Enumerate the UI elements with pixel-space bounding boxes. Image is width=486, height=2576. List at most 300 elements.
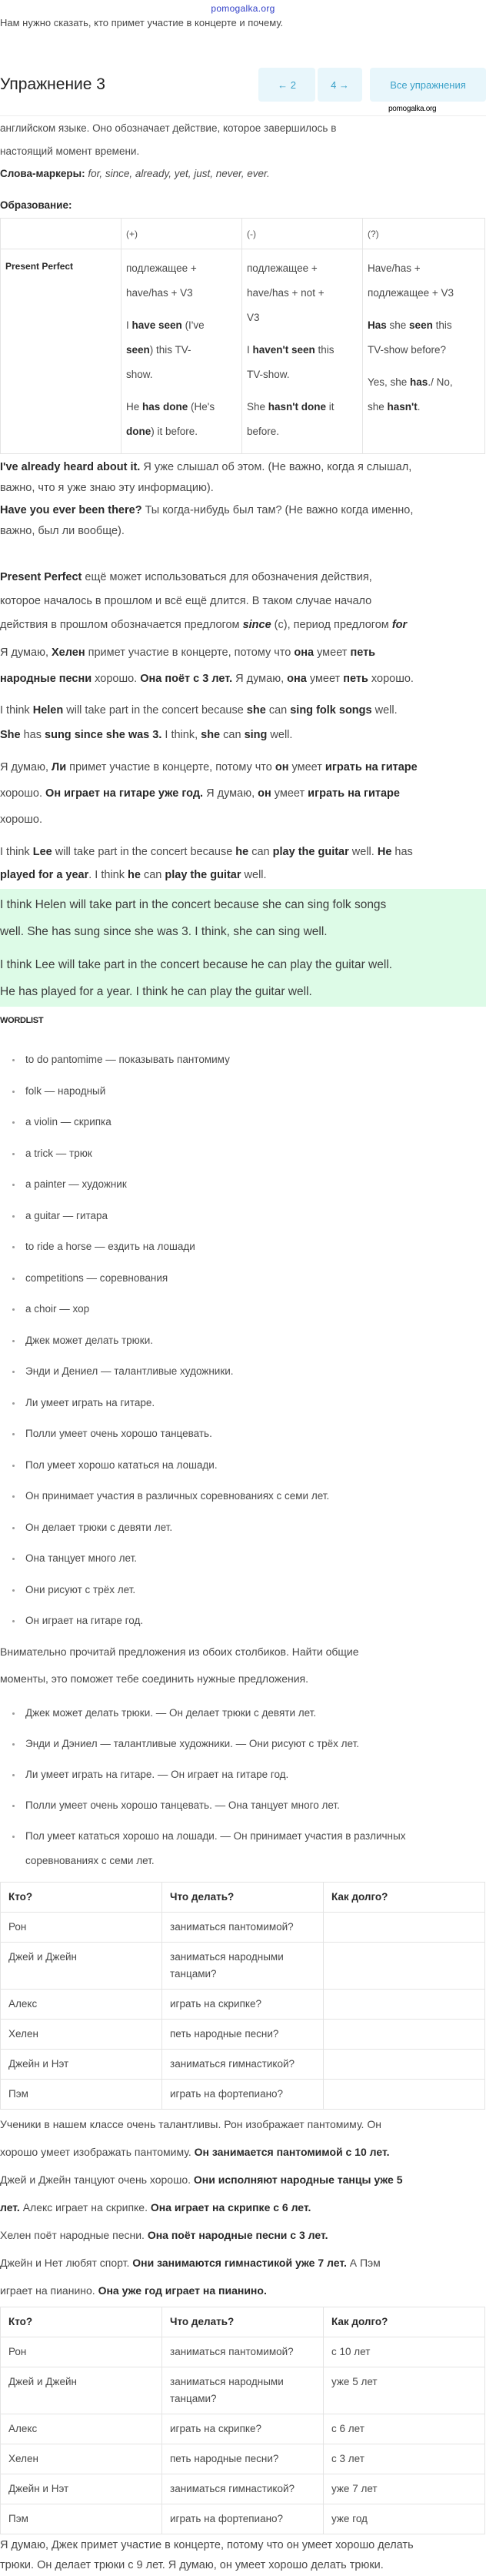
text-line [0, 478, 486, 499]
list-item: Энди и Дэниел — талантливые художники. — Они рисуют с трёх лет. [0, 1732, 456, 1756]
table-cell: заниматься пантомимой? [162, 2337, 324, 2367]
table-cell: уже 7 лет [324, 2474, 485, 2504]
table-cell: заниматься народными танцами? [162, 2367, 324, 2414]
bold-text: Have you ever been there? [0, 504, 142, 516]
table-cell: играть на скрипке? [162, 1990, 324, 2020]
table-cell [324, 1943, 485, 1990]
cell-paragraph [368, 370, 481, 419]
text-segment: can [265, 704, 291, 717]
table-cell [324, 2050, 485, 2080]
table-row [1, 2474, 485, 2504]
text-segment: TV-show. [247, 369, 290, 380]
list-item: Ли умеет играть на гитаре. [0, 1388, 486, 1419]
list-item: to ride a horse — ездить на лошади [0, 1231, 486, 1263]
bold-text: петь [343, 673, 368, 685]
lee-russian [0, 754, 486, 833]
column-header: Что делать? [162, 1883, 324, 1913]
text-segment: подлежащее + [247, 262, 318, 274]
text-line [0, 951, 486, 978]
table-cell [242, 249, 363, 454]
table-cell: Джейн и Нэт [1, 2474, 162, 2504]
column-header: Как долго? [324, 1883, 485, 1913]
text-line [0, 613, 486, 637]
table-row [1, 2080, 485, 2110]
bold-text: Они занимаются гимнастикой уже 7 лет. [132, 2257, 347, 2269]
bold-text: народные песни [0, 673, 92, 685]
matches-list [0, 1701, 486, 1879]
bold-text: Она поёт с 3 лет. [140, 673, 233, 685]
text-segment: well. She has sung since she was 3. I think, she can sing well. [0, 925, 328, 938]
bold-text: sing folk songs [290, 704, 372, 717]
text-line [0, 918, 486, 945]
next-exercise-button[interactable]: 4 → [318, 68, 362, 102]
text-segment: Я думаю, [232, 673, 288, 685]
prev-exercise-button[interactable]: ← 2 [258, 68, 315, 102]
text-line [368, 256, 481, 281]
intro-text: Нам нужно сказать, кто примет участие в концерте и почему. [0, 17, 284, 28]
text-segment: have/has + V3 [126, 287, 193, 299]
text-line [126, 281, 238, 306]
cell-paragraph [247, 338, 359, 387]
table-cell: Джей и Джейн [1, 1943, 162, 1990]
table-cell: заниматься народными танцами? [162, 1943, 324, 1990]
text-line [0, 2249, 486, 2277]
list-item: folk — народный [0, 1076, 486, 1108]
column-header: Что делать? [162, 2307, 324, 2337]
marker-words [0, 166, 486, 182]
text-segment: will take part in the concert because [63, 704, 247, 717]
column-header: Кто? [1, 2307, 162, 2337]
text-segment: ) this TV- [149, 344, 191, 356]
text-segment: хорошо. [0, 787, 46, 800]
text-segment: Yes, she [368, 376, 411, 388]
bold-text: sung since she was 3. [45, 729, 162, 741]
class-story [0, 2110, 486, 2304]
bold-text: Has [368, 319, 387, 331]
text-segment: примет участие в концерте, потому что [66, 761, 275, 773]
bold-text: Он занимается пантомимой с 10 лет. [194, 2146, 390, 2158]
text-line [0, 864, 486, 887]
text-segment: английском языке. Оно обозначает действие, которое завершилось в [0, 122, 337, 134]
table-cell: Пэм [1, 2080, 162, 2110]
text-segment: (I've [181, 319, 205, 331]
text-segment: well. [267, 729, 293, 741]
table-row [1, 2050, 485, 2080]
list-item: a guitar — гитара [0, 1201, 486, 1232]
text-segment: моменты, это поможет тебе соединить нужные предложения. [0, 1672, 309, 1685]
bold-text: she [201, 729, 221, 741]
text-segment: will take part in the concert because [52, 846, 236, 858]
example-ever [0, 500, 486, 542]
text-segment: He [126, 401, 143, 413]
bold-text: Они исполняют народные танцы уже 5 [193, 2173, 403, 2186]
site-logo: pomogalka.org [211, 3, 275, 14]
text-line [0, 500, 486, 521]
text-line [368, 281, 481, 306]
bold-text: hasn't done [268, 401, 326, 413]
list-item: Он играет на гитаре год. [0, 1605, 486, 1637]
text-segment: подлежащее + V3 [368, 287, 454, 299]
text-segment: TV-show before? [368, 344, 447, 356]
table-row [1, 1990, 485, 2020]
text-line [0, 807, 486, 833]
text-line [0, 457, 486, 478]
text-segment: can [220, 729, 245, 741]
table-row [1, 2504, 485, 2534]
bold-text: hasn't [387, 401, 418, 413]
table-cell: Рон [1, 2337, 162, 2367]
present-perfect-usage [0, 566, 486, 637]
table-row [1, 2444, 485, 2474]
bold-text: haven't seen [252, 344, 315, 356]
list-item: to do pantomime — показывать пантомиму [0, 1044, 486, 1076]
table-cell: с 6 лет [324, 2414, 485, 2444]
list-item: competitions — соревнования [0, 1263, 486, 1295]
table-row [1, 249, 485, 454]
text-line [0, 2193, 486, 2221]
text-segment: I think, [161, 729, 201, 741]
table-cell: уже 5 лет [324, 2367, 485, 2414]
text-segment: умеет [271, 787, 308, 800]
text-segment: She [247, 401, 268, 413]
text-segment: Я думаю, Джек примет участие в концерте, потому что он умеет хорошо делать [0, 2539, 414, 2551]
cell-paragraph [368, 313, 481, 363]
bold-text: has [410, 376, 428, 388]
bold-text: he [235, 846, 249, 858]
text-segment: I [247, 344, 253, 356]
bold-text: played for a year [0, 869, 89, 881]
bold-text: она [294, 647, 315, 659]
bold-text: have seen [131, 319, 182, 331]
table-header-row [1, 2307, 485, 2337]
bold-text: he [128, 869, 141, 881]
text-segment: Я думаю, [0, 761, 52, 773]
text-segment: хорошо. [92, 673, 141, 685]
emphasis-text: since [242, 619, 271, 631]
cell-paragraph [247, 256, 359, 330]
text-segment: действия в прошлом обозначается предлогом [0, 619, 243, 631]
table-row [1, 2020, 485, 2050]
table-cell: петь народные песни? [162, 2020, 324, 2050]
table-cell: петь народные песни? [162, 2444, 324, 2474]
text-line [0, 117, 486, 140]
table-cell: Пэм [1, 2504, 162, 2534]
table-row [1, 1943, 485, 1990]
bold-text: Lee [32, 846, 52, 858]
bold-text: play the guitar [272, 846, 349, 858]
bold-text: Ли [52, 761, 67, 773]
grammar-table [0, 218, 485, 454]
table-cell: уже год [324, 2504, 485, 2534]
column-header: Кто? [1, 1883, 162, 1913]
text-segment: . I think [88, 869, 128, 881]
text-line [0, 2221, 486, 2249]
text-segment: it [326, 401, 335, 413]
bold-text: играть на гитаре [325, 761, 418, 773]
text-line [0, 2110, 486, 2138]
text-line [368, 313, 481, 338]
bold-text: Он играет на гитаре уже год. [45, 787, 204, 800]
text-line [247, 256, 359, 281]
text-line [368, 338, 481, 363]
text-segment: she [386, 319, 410, 331]
wordlist-title: WORDLIST [0, 1016, 44, 1025]
text-segment: I think [0, 846, 33, 858]
text-line [0, 566, 486, 590]
list-item: a choir — хор [0, 1294, 486, 1325]
text-segment: Я думаю, [0, 647, 52, 659]
text-line [0, 978, 486, 1005]
page-title: Упражнение 3 [0, 75, 105, 93]
helen-russian [0, 640, 486, 692]
list-item: Пол умеет кататься хорошо на лошади. — Он принимает участия в различных соревнованиях с семи лет. [0, 1824, 456, 1873]
text-line [0, 840, 486, 864]
bold-text: Она играет на скрипке с 6 лет. [150, 2201, 311, 2213]
bold-text: seen [409, 319, 433, 331]
table-header-row [1, 1883, 485, 1913]
instruction-text [0, 1639, 486, 1692]
text-line [126, 256, 238, 281]
text-segment: . [417, 401, 421, 413]
table-row [1, 2337, 485, 2367]
column-header: (?) [363, 219, 485, 249]
table-header-row [1, 219, 485, 249]
text-line [0, 666, 486, 692]
text-segment: Джейн и Нет любят спорт. [0, 2257, 133, 2269]
table-cell [363, 249, 485, 454]
text-segment: have/has + not + [247, 287, 325, 299]
bold-text: play the guitar [165, 869, 241, 881]
bold-text: он [258, 787, 271, 800]
text-line [0, 698, 486, 723]
table-cell: Хелен [1, 2444, 162, 2474]
list-item: Она танцует много лет. [0, 1543, 486, 1575]
table-cell [1, 249, 122, 454]
bold-text: играть на гитаре [308, 787, 400, 800]
bold-text: done [126, 426, 151, 437]
table-row [1, 1913, 485, 1943]
text-line [247, 281, 359, 306]
bold-text: Helen [32, 704, 64, 717]
table-cell: Джейн и Нэт [1, 2050, 162, 2080]
text-line [0, 723, 486, 747]
bold-text: He [377, 846, 392, 858]
text-line [126, 363, 238, 387]
text-segment: Have/has + [368, 262, 421, 274]
text-segment: важно, был ли вообще). [0, 525, 125, 537]
text-segment: ) it before. [151, 426, 198, 437]
text-segment: Внимательно прочитай предложения из обоих столбиков. Найти общие [0, 1645, 359, 1658]
text-segment: примет участие в концерте, потому что [85, 647, 295, 659]
text-segment: ещё может использоваться для обозначения действия, [82, 571, 372, 583]
column-header: Как долго? [324, 2307, 485, 2337]
list-item: Джек может делать трюки. [0, 1325, 486, 1357]
formation-label: Образование: [0, 199, 72, 211]
cell-paragraph [247, 395, 359, 444]
text-line [0, 1639, 486, 1666]
list-item: a violin — скрипка [0, 1107, 486, 1138]
text-segment: Хелен поёт народные песни. [0, 2229, 148, 2241]
text-segment: А Пэм [346, 2257, 381, 2269]
column-header: (+) [122, 219, 242, 249]
text-segment: умеет [314, 647, 351, 659]
example-already [0, 457, 486, 499]
cell-paragraph [368, 256, 481, 306]
text-line [126, 395, 238, 419]
bold-text: she [246, 704, 266, 717]
text-line [247, 338, 359, 363]
bold-text: I've already heard about it. [0, 461, 141, 473]
text-segment: I think Lee will take part in the concert because he can play the guitar well. [0, 958, 393, 971]
emphasis-text: for [391, 619, 408, 631]
text-line [0, 640, 486, 666]
text-segment: ./ No, [428, 376, 453, 388]
activity-table-empty [0, 1882, 485, 2110]
list-item: Джек может делать трюки. — Он делает трюки с девяти лет. [0, 1701, 456, 1726]
text-segment: I think [0, 704, 33, 717]
text-segment: show. [126, 369, 153, 380]
divider [0, 115, 486, 116]
text-segment: хорошо. [0, 814, 43, 826]
text-segment: well. [371, 704, 398, 717]
text-segment: this [315, 344, 335, 356]
list-item: Пол умеет хорошо кататься на лошади. [0, 1450, 486, 1482]
text-segment: умеет [306, 673, 344, 685]
list-item: Ли умеет играть на гитаре. — Он играет на гитаре год. [0, 1762, 456, 1787]
column-header [1, 219, 122, 249]
list-item: a trick — трюк [0, 1138, 486, 1170]
text-line [0, 166, 486, 182]
list-item: Он делает трюки с девяти лет. [0, 1512, 486, 1544]
answer-lee [0, 951, 486, 1005]
text-line [0, 2277, 486, 2304]
text-segment: хорошо умеет изображать пантомиму. [0, 2146, 195, 2158]
activity-table-filled [0, 2307, 485, 2534]
text-segment: He has played for a year. I think he can play the guitar well. [0, 985, 312, 998]
text-segment: Джей и Джейн танцуют очень хорошо. [0, 2173, 194, 2186]
bold-text: has done [142, 401, 188, 413]
table-cell [324, 1990, 485, 2020]
list-item: Полли умеет очень хорошо танцевать. [0, 1418, 486, 1450]
table-cell: с 3 лет [324, 2444, 485, 2474]
table-cell [122, 249, 242, 454]
text-segment: I think Helen will take part in the concert because she can sing folk songs [0, 898, 387, 911]
table-cell: заниматься гимнастикой? [162, 2050, 324, 2080]
bold-text: She [0, 729, 21, 741]
text-line [0, 2166, 486, 2193]
bold-text: seen [126, 344, 150, 356]
all-exercises-button[interactable]: Все упражнения [370, 68, 486, 102]
table-cell [324, 2020, 485, 2050]
text-segment: V3 [247, 312, 260, 323]
table-cell: играть на фортепиано? [162, 2080, 324, 2110]
text-line [126, 419, 238, 444]
text-line [5, 259, 118, 274]
text-segment: подлежащее + [126, 262, 197, 274]
text-segment: well. [348, 846, 378, 858]
bold-text: Present Perfect [0, 571, 82, 583]
table-cell: играть на скрипке? [162, 2414, 324, 2444]
bold-text: Present Perfect [5, 261, 74, 272]
text-segment: (с), период предлогом [271, 619, 392, 631]
bold-text: sing [244, 729, 268, 741]
text-segment: Ученики в нашем классе очень талантливы. Рон изображает пантомиму. Он [0, 2118, 381, 2130]
table-row [1, 2367, 485, 2414]
table-cell: с 10 лет [324, 2337, 485, 2367]
table-cell: заниматься пантомимой? [162, 1913, 324, 1943]
list-item: Он принимает участия в различных соревнованиях с семи лет. [0, 1481, 486, 1512]
table-cell: Джей и Джейн [1, 2367, 162, 2414]
text-segment: (He's [188, 401, 215, 413]
column-header: (-) [242, 219, 363, 249]
final-answer [0, 2535, 486, 2575]
table-cell [324, 1913, 485, 1943]
bold-text: Хелен [52, 647, 85, 659]
text-line [0, 590, 486, 613]
table-cell [324, 2080, 485, 2110]
text-segment: can [140, 869, 165, 881]
list-item: Они рисуют с трёх лет. [0, 1575, 486, 1606]
text-segment: Алекс играет на скрипке. [19, 2201, 151, 2213]
bold-text: Слова-маркеры: [0, 168, 85, 179]
text-segment: играет на пианино. [0, 2284, 98, 2297]
text-segment: Я уже слышал об этом. (Не важно, когда я слышал, [140, 461, 412, 473]
cell-paragraph [126, 395, 238, 444]
text-line [0, 521, 486, 542]
text-segment: well. [241, 869, 267, 881]
text-segment: she [368, 401, 388, 413]
list-item: Энди и Дениел — талантливые художники. [0, 1356, 486, 1388]
table-row [1, 2414, 485, 2444]
bold-text: Она поёт народные песни с 3 лет. [147, 2229, 328, 2241]
table-cell: Алекс [1, 1990, 162, 2020]
text-segment: настоящий момент времени. [0, 145, 140, 157]
bold-text: Она уже год играет на пианино. [98, 2284, 267, 2297]
watermark-text: pomogalka.org [388, 105, 437, 113]
text-line [0, 2555, 486, 2575]
definition-text [0, 117, 486, 163]
text-segment: can [248, 846, 273, 858]
text-segment: has [20, 729, 45, 741]
bold-text: она [287, 673, 307, 685]
text-line [0, 2535, 486, 2555]
italic-text: for, since, already, yet, just, never, ever. [88, 168, 270, 179]
text-line [126, 313, 238, 338]
text-segment: которое началось в прошлом и всё ещё длится. В таком случае начало [0, 595, 372, 607]
text-segment: умеет [288, 761, 325, 773]
table-cell: Рон [1, 1913, 162, 1943]
text-line [0, 1666, 486, 1692]
list-item: a painter — художник [0, 1169, 486, 1201]
text-line [0, 2138, 486, 2166]
text-segment: трюки. Он делает трюки с 9 лет. Я думаю, он умеет хорошо делать трюки. [0, 2559, 384, 2571]
helen-english [0, 698, 486, 747]
text-segment: has [391, 846, 413, 858]
bold-text: лет. [0, 2201, 20, 2213]
text-segment: хорошо. [368, 673, 414, 685]
table-cell: Алекс [1, 2414, 162, 2444]
text-line [247, 395, 359, 419]
bold-text: петь [350, 647, 376, 659]
cell-paragraph [5, 259, 118, 274]
list-item: Полли умеет очень хорошо танцевать. — Она танцует много лет. [0, 1793, 456, 1818]
text-line [368, 395, 481, 419]
text-line [247, 363, 359, 387]
text-segment: важно, что я уже знаю эту информацию). [0, 482, 214, 494]
answer-helen [0, 891, 486, 945]
text-segment: Я думаю, [203, 787, 258, 800]
text-line [0, 140, 486, 163]
